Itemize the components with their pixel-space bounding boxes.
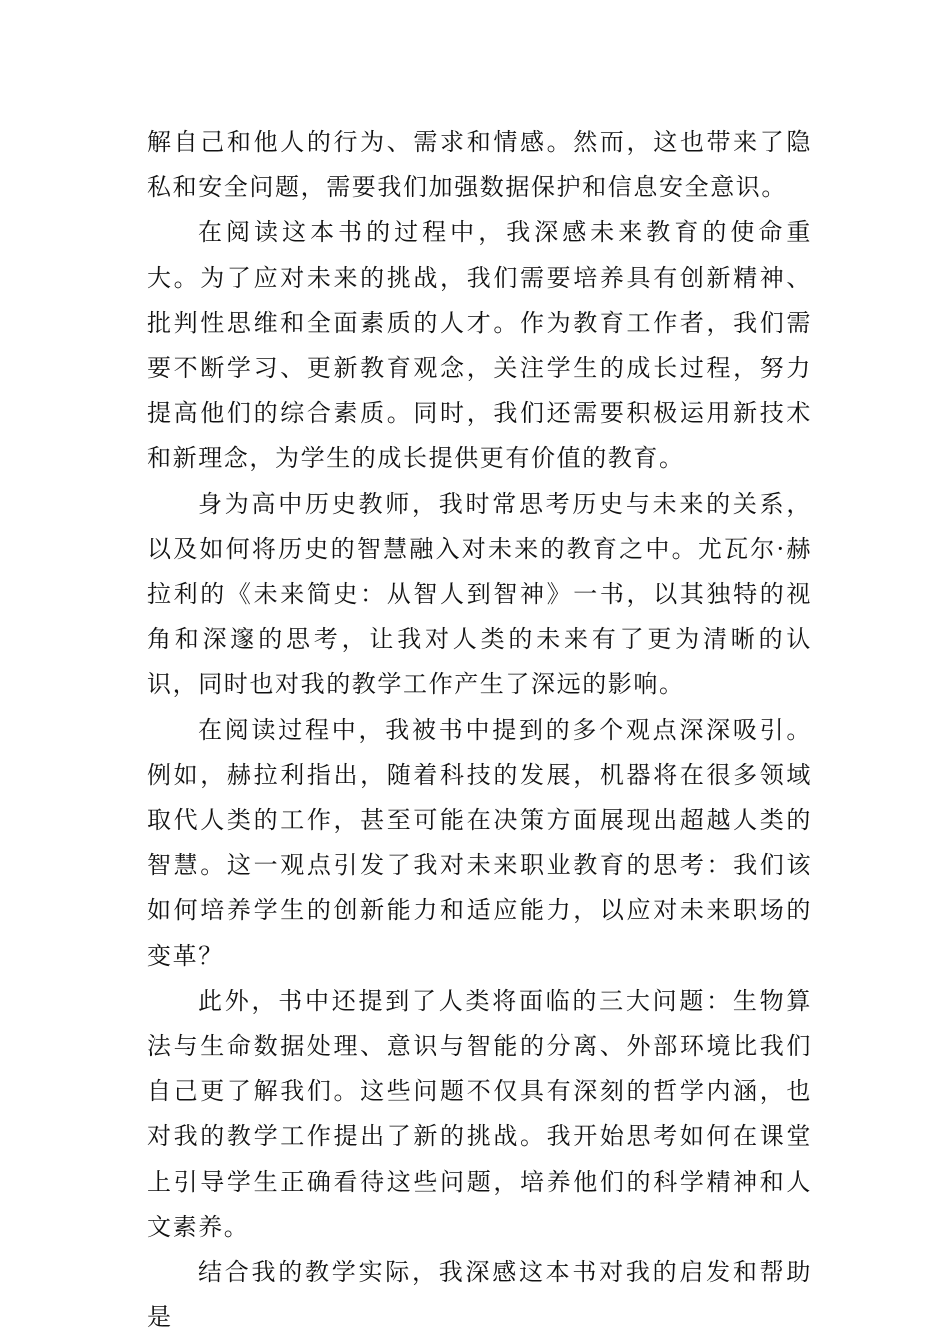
- paragraph-6: 结合我的教学实际，我深感这本书对我的启发和帮助是: [147, 1258, 812, 1332]
- paragraph-2: 在阅读这本书的过程中，我深感未来教育的使命重大。为了应对未来的挑战，我们需要培养具有创新精神、批判性思维和全面素质的人才。作为教育工作者，我们需要不断学习、更新教育观念，关注学生的成长过程，努力提高他们的综合素质。同时，我们还需要积极运用新技术和新理念，为学生的成长提供更有价值的教育。: [147, 218, 812, 473]
- paragraph-5: 此外，书中还提到了人类将面临的三大问题：生物算法与生命数据处理、意识与智能的分离、外部环境比我们自己更了解我们。这些问题不仅具有深刻的哲学内涵，也对我的教学工作提出了新的挑战。我开始思考如何在课堂上引导学生正确看待这些问题，培养他们的科学精神和人文素养。: [147, 986, 812, 1241]
- body-text: [147, 120, 812, 1340]
- paragraph-1: 解自己和他人的行为、需求和情感。然而，这也带来了隐私和安全问题，需要我们加强数据保护和信息安全意识。: [147, 128, 812, 202]
- paragraph-3: 身为高中历史教师，我时常思考历史与未来的关系，以及如何将历史的智慧融入对未来的教育之中。尤瓦尔·赫拉利的《未来简史：从智人到智神》一书，以其独特的视角和深邃的思考，让我对人类的未来有了更为清晰的认识，同时也对我的教学工作产生了深远的影响。: [147, 489, 812, 699]
- paragraph-4: 在阅读过程中，我被书中提到的多个观点深深吸引。例如，赫拉利指出，随着科技的发展，机器将在很多领域取代人类的工作，甚至可能在决策方面展现出超越人类的智慧。这一观点引发了我对未来职业教育的思考：我们该如何培养学生的创新能力和适应能力，以应对未来职场的变革？: [147, 715, 812, 970]
